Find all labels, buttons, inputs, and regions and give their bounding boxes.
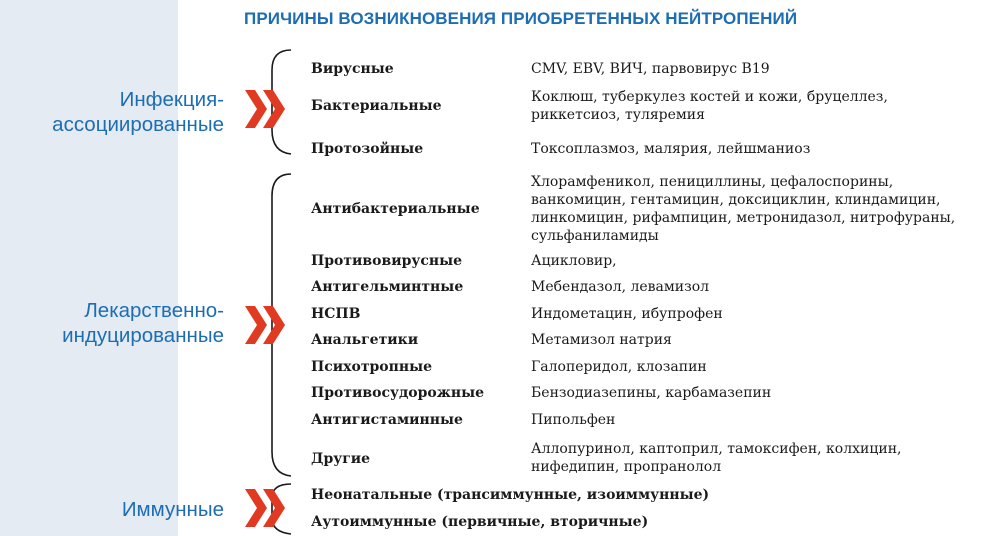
row-name-antihelminthic: Антигельминтные <box>311 279 464 295</box>
row-detail-viral: CMV, EBV, ВИЧ, парвовирус B19 <box>531 61 770 77</box>
row-detail-bacterial <box>531 88 996 124</box>
row-detail-antihelminthic: Мебендазол, левамизол <box>531 279 710 295</box>
row-detail-bacterial-line2: риккетсиоз, туляремия <box>531 107 705 123</box>
row-detail-nsaid: Индометацин, ибупрофен <box>531 306 723 322</box>
chevron-immune-icon <box>243 487 289 529</box>
group-label-drug-line2: индуцированные <box>62 324 224 347</box>
row-detail-antibacterial-line3: линкомицин, рифампицин, метронидазол, нитрофураны, <box>531 210 956 226</box>
row-detail-analgesics: Метамизол натрия <box>531 332 672 348</box>
row-name-viral: Вирусные <box>311 61 394 77</box>
row-detail-bacterial-line1: Коклюш, туберкулез костей и кожи, бруцеллез, <box>531 89 888 105</box>
row-detail-other-line2: нифедипин, пропранолол <box>531 459 722 475</box>
row-detail-antibacterial-line1: Хлорамфеникол, пенициллины, цефалоспорины, <box>531 174 894 190</box>
group-label-drug <box>62 298 224 348</box>
row-detail-antibacterial-line4: сульфаниламиды <box>531 228 659 244</box>
diagram-title: ПРИЧИНЫ ВОЗНИКНОВЕНИЯ ПРИОБРЕТЕННЫХ НЕЙТРОПЕНИЙ <box>244 9 798 28</box>
row-name-antiviral: Противовирусные <box>311 253 463 269</box>
row-autoimmune: Аутоиммунные (первичные, вторичные) <box>311 514 649 530</box>
chevron-drug-icon <box>243 304 289 346</box>
row-name-nsaid: НСПВ <box>311 306 361 322</box>
row-detail-antibacterial-line2: ванкомицин, гентамицин, доксициклин, клиндамицин, <box>531 192 941 208</box>
group-label-infection-line2: ассоциированные <box>52 113 224 136</box>
group-label-immune <box>122 497 224 522</box>
row-name-psychotropic: Психотропные <box>311 359 433 375</box>
row-detail-antiviral: Ацикловир, <box>531 253 617 269</box>
group-label-infection-line1: Инфекция- <box>119 88 224 111</box>
row-detail-other-line1: Аллопуринол, каптоприл, тамоксифен, колхицин, <box>531 441 902 457</box>
row-detail-other <box>531 440 996 476</box>
group-label-immune-text: Иммунные <box>121 498 224 521</box>
row-detail-protozoal: Токсоплазмоз, малярия, лейшманиоз <box>531 141 811 157</box>
row-name-anticonvulsant: Противосудорожные <box>311 385 485 401</box>
chevron-infection-icon <box>243 88 289 130</box>
row-name-bacterial: Бактериальные <box>311 98 442 114</box>
group-label-infection <box>52 87 224 137</box>
row-detail-anticonvulsant: Бензодиазепины, карбамазепин <box>531 385 772 401</box>
row-name-antibacterial: Антибактериальные <box>311 201 480 217</box>
group-label-drug-line1: Лекарственно- <box>84 299 224 322</box>
row-neonatal: Неонатальные (трансиммунные, изоиммунные) <box>311 487 710 503</box>
row-name-protozoal: Протозойные <box>311 141 424 157</box>
row-detail-psychotropic: Галоперидол, клозапин <box>531 359 707 375</box>
row-name-analgesics: Анальгетики <box>311 332 419 348</box>
row-name-antihistamine: Антигистаминные <box>311 412 463 428</box>
row-detail-antihistamine: Пипольфен <box>531 412 616 428</box>
row-name-other: Другие <box>311 451 371 467</box>
row-detail-antibacterial <box>531 173 996 245</box>
